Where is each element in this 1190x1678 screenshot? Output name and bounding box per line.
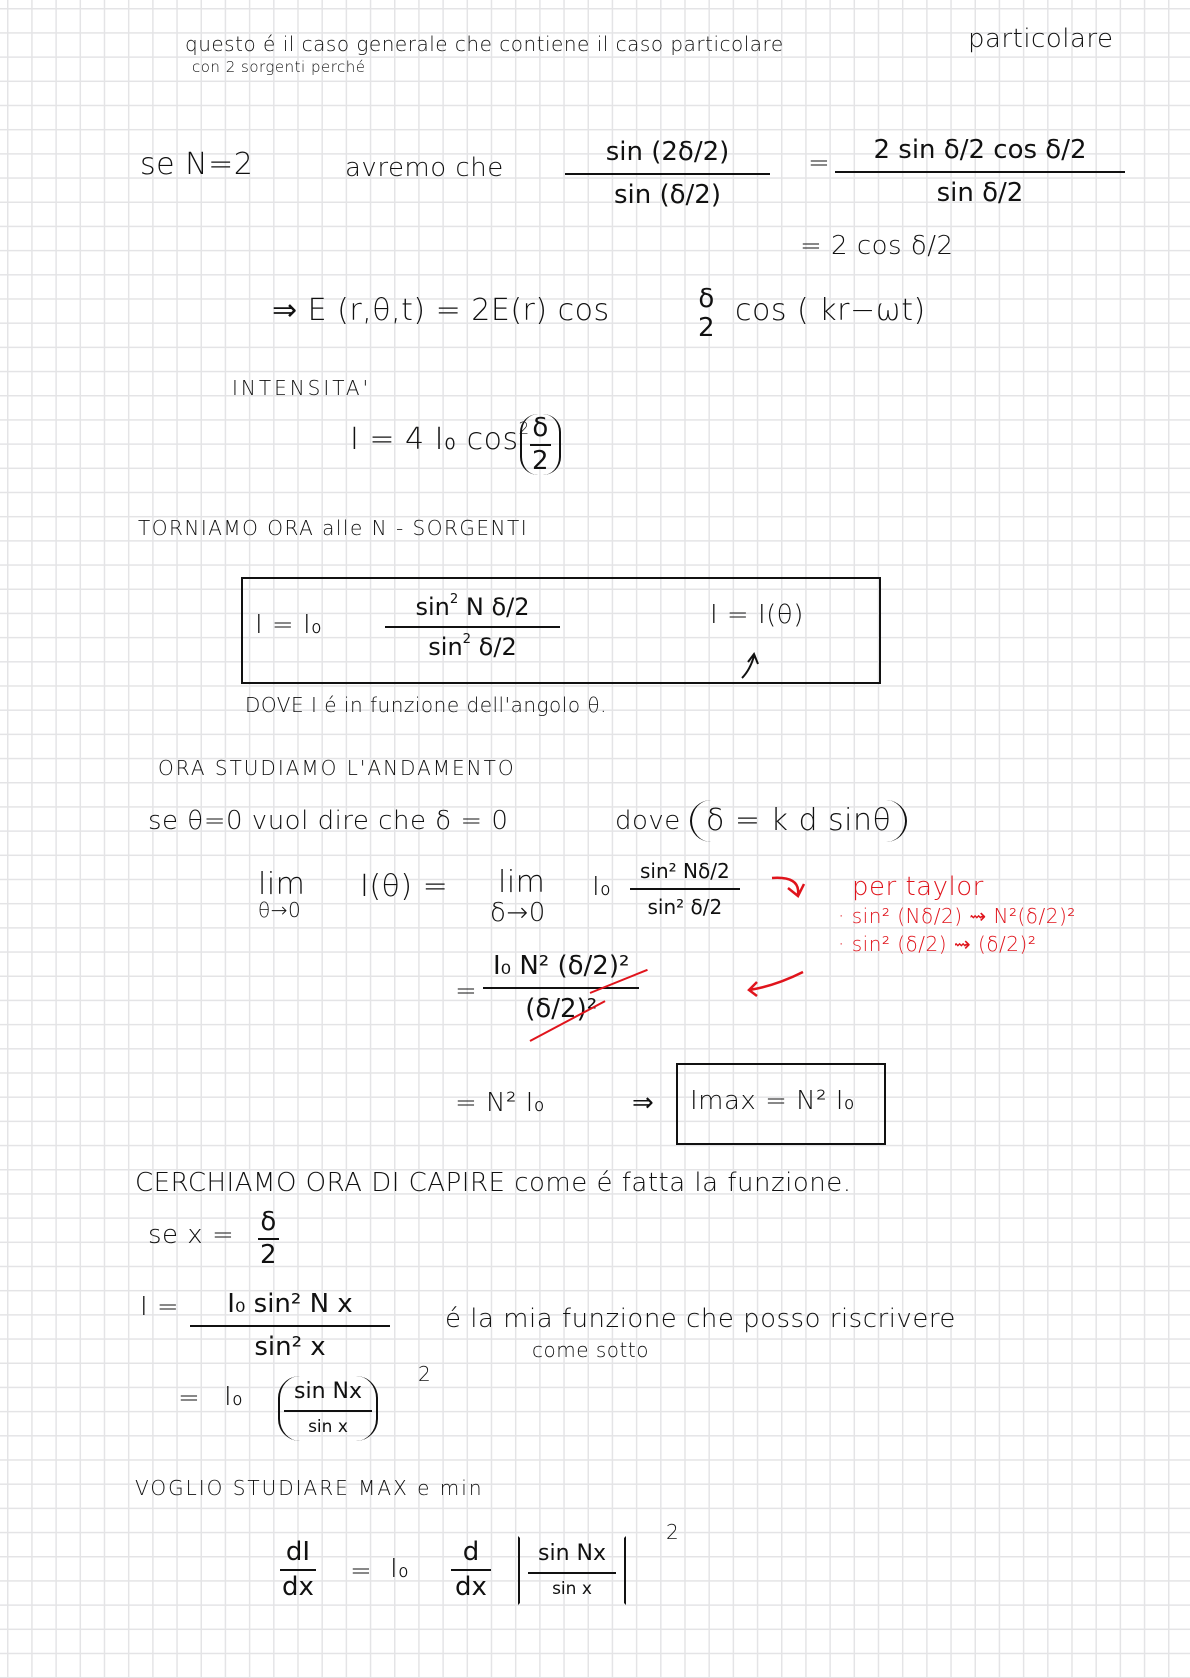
red-curved-arrow-icon [770,874,810,902]
study-dove-expr: δ = k d sinθ [690,800,907,842]
box-frac-den: $\sin^2 \delta/2$ [428,632,517,662]
n2-result: = 2 cos δ/2 [800,231,954,261]
fraction-bar [483,987,639,989]
n2-frac2-num: 2 sin δ/2 cos δ/2 [873,135,1087,165]
study-dove: dove [615,806,681,836]
intensity-formula [350,419,530,457]
step2-den: (δ/2)² [525,993,598,1024]
fraction-bar [190,1325,390,1327]
fraction-bar [385,626,560,628]
function-lhs: I = [140,1292,180,1322]
n2-frac1-num: sin (2δ/2) [605,137,730,167]
intensity-formula-lhs: I = 4 I₀ cos [350,422,519,457]
intensity-title: INTENSITA' [232,376,372,400]
n2-label: se N=2 [140,147,254,182]
study-line: se θ=0 vuol dire che δ = 0 [148,806,509,836]
maxmin-heading: VOGLIO STUDIARE MAX e min [135,1476,484,1500]
step3: = N² I₀ [455,1088,545,1118]
function-fraction [190,1290,390,1361]
substitution-fraction [250,1208,287,1269]
derivative-lhs [272,1538,324,1601]
function-den: sin² x [254,1331,326,1362]
lim2-sub: δ→0 [490,898,546,928]
n2-frac2-den: sin δ/2 [936,177,1024,208]
field-eq-rhs: cos ( kr−ωt) [735,293,926,328]
n2-equals: = [808,148,831,178]
function-comment-1: é la mia funzione che posso riscrivere [445,1304,956,1334]
arrow-up-icon [740,650,770,680]
function-num: I₀ sin² N x [227,1289,353,1319]
f2-exp: 2 [418,1362,432,1386]
bracket-num: sin Nx [538,1541,606,1566]
header-note-line1: questo é il caso generale che contiene il caso particolare [185,32,784,56]
bracket-fraction [518,1536,626,1605]
lim1-fn: I(θ) = [360,869,449,904]
field-frac-den: 2 [698,312,715,343]
box-right-expr: I = I(θ) [710,600,804,630]
box-caption: DOVE I é in funzione dell'angolo θ. [245,693,608,717]
n-sources-heading: TORNIAMO ORA alle N - SORGENTI [138,516,529,540]
step2-eq: = [455,976,478,1006]
sub-num: δ [260,1207,277,1237]
d-den: dx [455,1571,487,1602]
box-lhs: I = I₀ [255,610,323,640]
f2-fraction [278,1376,378,1441]
fraction-bar [280,1569,316,1571]
box-frac-num: $\sin^2 N$ δ/2 [415,592,530,621]
fraction-bar [528,1572,616,1574]
function-heading: CERCHIAMO ORA DI CAPIRE come é fatta la funzione. [135,1168,852,1198]
taylor-title: per taylor [852,872,984,902]
box-fraction [385,594,560,661]
taylor-item-2: · sin² (δ/2) ⇝ (δ/2)² [838,932,1037,956]
fraction-bar [630,888,740,890]
dx-den: dx [282,1571,314,1602]
substitution-lhs: se x = [148,1220,235,1250]
n2-fraction-1 [565,138,770,209]
field-frac-num: δ [698,284,715,314]
function-comment-2: come sotto [532,1338,649,1362]
fraction-bar [565,173,770,175]
bracket-exp: 2 [666,1520,680,1544]
header-note-line2: con 2 sorgenti perché [192,58,366,76]
f2-eq: = [178,1383,201,1413]
imax-result: Imax = N² I₀ [690,1086,855,1116]
f2-I0: I₀ [224,1382,244,1412]
lim-frac-num: sin² Nδ/2 [640,859,730,883]
taylor-item-1: · sin² (Nδ/2) ⇝ N²(δ/2)² [838,904,1076,928]
lim-frac-den: sin² δ/2 [647,895,723,919]
lim-fraction [630,860,740,918]
derivative-operator [445,1538,497,1601]
study-heading: ORA STUDIAMO L'ANDAMENTO [158,756,516,780]
lim-I0: I₀ [592,872,612,902]
intensity-exp: 2 [518,419,530,439]
derivative-eq: = [350,1556,373,1586]
intensity-fraction [520,414,561,475]
n2-avremo: avremo che [345,153,504,183]
intensity-frac-den: 2 [532,445,549,476]
dI-num: dI [285,1537,311,1567]
fraction-bar [451,1569,491,1571]
lim1-sub: θ→0 [258,898,302,922]
fraction-bar [284,1410,372,1412]
margin-word: particolare [968,24,1114,54]
field-eq-fraction [688,285,725,342]
red-arrow-left-icon [745,968,805,998]
field-eq-lhs: ⇒ E (r,θ,t) = 2E(r) cos [272,293,610,328]
lim1: lim [258,867,306,902]
fraction-bar [835,171,1125,173]
f2-num: sin Nx [294,1379,362,1404]
bracket-den: sin x [552,1579,592,1600]
n-sources-formula-box [241,577,881,684]
derivative-I0: I₀ [390,1554,410,1584]
intensity-frac-num: δ [532,413,549,443]
sub-den: 2 [260,1239,277,1270]
d-num: d [462,1537,480,1567]
implies-arrow: ⇒ [632,1088,655,1118]
lim2: lim [498,865,546,900]
n2-frac1-den: sin (δ/2) [613,179,721,210]
step2-num: I₀ N² (δ/2)² [493,951,630,981]
n2-fraction-2 [835,136,1125,207]
step2-fraction [483,952,639,1023]
f2-den: sin x [308,1417,348,1438]
